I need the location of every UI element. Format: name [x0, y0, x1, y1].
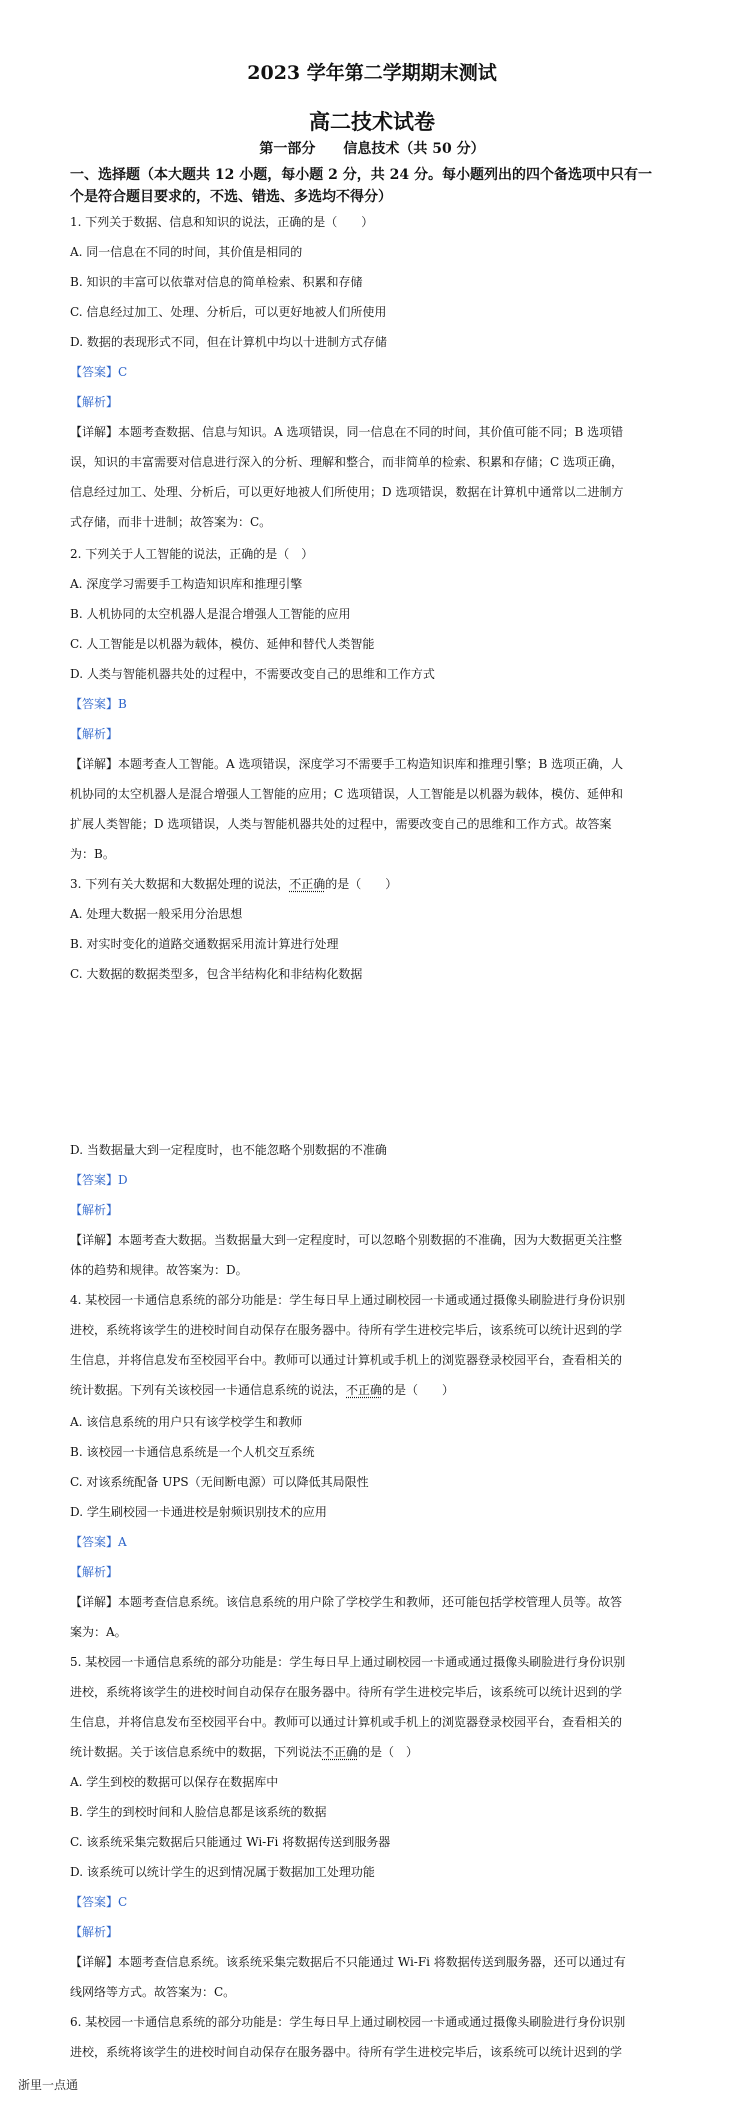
q5-stem-post: 的是（ ） — [358, 1745, 419, 1759]
q4-option-d: D. 学生刷校园一卡通进校是射频识别技术的应用 — [70, 1505, 327, 1519]
q3-stem-emphasis: 不正确 — [289, 877, 326, 891]
q1-detail-line-3: 信息经过加工、处理、分析后，可以更好地被人们所使用；D 选项错误，数据在计算机中通常以二进制方 — [70, 485, 624, 499]
q5-stem-line-3: 生信息，并将信息发布至校园平台中。教师可以通过计算机或手机上的浏览器登录校园平台，查看相关的 — [70, 1715, 623, 1729]
q4-analysis-label: 【解析】 — [70, 1565, 119, 1579]
q4-option-b: B. 该校园一卡通信息系统是一个人机交互系统 — [70, 1445, 315, 1459]
q1-option-a: A. 同一信息在不同的时间，其价值是相同的 — [70, 245, 303, 259]
section-part-title: 第一部分 信息技术（共 50 分） — [259, 141, 485, 157]
q2-stem: 2. 下列关于人工智能的说法，正确的是（ ） — [70, 547, 314, 561]
q3-answer: 【答案】D — [70, 1173, 128, 1187]
q2-option-c: C. 人工智能是以机器为载体，模仿、延伸和替代人类智能 — [70, 637, 375, 651]
q4-stem-emphasis: 不正确 — [346, 1383, 383, 1397]
section-heading — [70, 164, 690, 208]
q3-option-c: C. 大数据的数据类型多，包含半结构化和非结构化数据 — [70, 967, 363, 981]
q3-detail-line-2: 体的趋势和规律。故答案为：D。 — [70, 1263, 248, 1277]
q3-option-b: B. 对实时变化的道路交通数据采用流计算进行处理 — [70, 937, 339, 951]
q3-option-d: D. 当数据量大到一定程度时，也不能忽略个别数据的不准确 — [70, 1143, 387, 1157]
q1-detail-line-1: 【详解】本题考查数据、信息与知识。A 选项错误，同一信息在不同的时间，其价值可能不同；B 选项错 — [70, 425, 624, 439]
footer-source: 浙里一点通 — [18, 2078, 79, 2092]
q5-option-d: D. 该系统可以统计学生的迟到情况属于数据加工处理功能 — [70, 1865, 375, 1879]
q4-option-c: C. 对该系统配备 UPS（无间断电源）可以降低其局限性 — [70, 1475, 369, 1489]
q3-option-a: A. 处理大数据一般采用分治思想 — [70, 907, 243, 921]
q5-detail-line-2: 线网络等方式。故答案为：C。 — [70, 1985, 236, 1999]
q2-detail-line-4: 为：B。 — [70, 847, 115, 861]
q1-analysis-label: 【解析】 — [70, 395, 119, 409]
q5-stem-emphasis: 不正确 — [322, 1745, 359, 1759]
q5-analysis-label: 【解析】 — [70, 1925, 119, 1939]
q4-detail-line-1: 【详解】本题考查信息系统。该信息系统的用户除了学校学生和教师，还可能包括学校管理人员等。故答 — [70, 1595, 623, 1609]
q1-stem: 1. 下列关于数据、信息和知识的说法，正确的是（ ） — [70, 215, 374, 229]
q2-answer: 【答案】B — [70, 697, 127, 711]
q5-answer: 【答案】C — [70, 1895, 128, 1909]
q5-stem-pre: 统计数据。关于该信息系统中的数据，下列说法 — [70, 1745, 323, 1759]
q4-stem-line-4 — [70, 1382, 700, 1398]
q1-detail-line-4: 式存储，而非十进制；故答案为：C。 — [70, 515, 272, 529]
q5-option-a: A. 学生到校的数据可以保存在数据库中 — [70, 1775, 279, 1789]
q4-stem-pre: 统计数据。下列有关该校园一卡通信息系统的说法， — [70, 1383, 347, 1397]
q2-detail-line-2: 机协同的太空机器人是混合增强人工智能的应用；C 选项错误，人工智能是以机器为载体，模仿、延伸和 — [70, 787, 624, 801]
q3-stem-pre: 3. 下列有关大数据和大数据处理的说法， — [70, 877, 290, 891]
q5-detail-line-1: 【详解】本题考查信息系统。该系统采集完数据后不只能通过 Wi-Fi 将数据传送到服务器，还可以通过有 — [70, 1955, 626, 1969]
q5-stem-line-4 — [70, 1744, 700, 1760]
q2-detail-line-3: 扩展人类智能；D 选项错误，人类与智能机器共处的过程中，需要改变自己的思维和工作方式。故答案 — [70, 817, 612, 831]
q5-option-c: C. 该系统采集完数据后只能通过 Wi-Fi 将数据传送到服务器 — [70, 1835, 391, 1849]
q1-option-d: D. 数据的表现形式不同，但在计算机中均以十进制方式存储 — [70, 335, 387, 349]
q1-option-b: B. 知识的丰富可以依靠对信息的简单检索、积累和存储 — [70, 275, 363, 289]
q3-stem — [70, 876, 700, 892]
q4-stem-line-1: 4. 某校园一卡通信息系统的部分功能是：学生每日早上通过刷校园一卡通或通过摄像头刷脸进行身份识别 — [70, 1293, 626, 1307]
q2-option-d: D. 人类与智能机器共处的过程中，不需要改变自己的思维和工作方式 — [70, 667, 435, 681]
q5-option-b: B. 学生的到校时间和人脸信息都是该系统的数据 — [70, 1805, 327, 1819]
q2-option-b: B. 人机协同的太空机器人是混合增强人工智能的应用 — [70, 607, 351, 621]
q1-detail-line-2: 误，知识的丰富需要对信息进行深入的分析、理解和整合，而非简单的检索、积累和存储；C 选项正确， — [70, 455, 624, 469]
q3-analysis-label: 【解析】 — [70, 1203, 119, 1217]
q3-detail-line-1: 【详解】本题考查大数据。当数据量大到一定程度时，可以忽略个别数据的不准确，因为大数据更关注整 — [70, 1233, 623, 1247]
q2-analysis-label: 【解析】 — [70, 727, 119, 741]
q4-stem-line-3: 生信息，并将信息发布至校园平台中。教师可以通过计算机或手机上的浏览器登录校园平台，查看相关的 — [70, 1353, 623, 1367]
q5-stem-line-2: 进校，系统将该学生的进校时间自动保存在服务器中。待所有学生进校完毕后，该系统可以统计迟到的学 — [70, 1685, 623, 1699]
section-heading-line-1: 一、选择题（本大题共 12 小题，每小题 2 分，共 24 分。每小题列出的四个备选项中只有一 — [70, 167, 652, 183]
exam-subtitle: 高二技术试卷 — [309, 109, 435, 134]
q4-stem-post: 的是（ ） — [382, 1383, 455, 1397]
q2-option-a: A. 深度学习需要手工构造知识库和推理引擎 — [70, 577, 303, 591]
q2-detail-line-1: 【详解】本题考查人工智能。A 选项错误，深度学习不需要手工构造知识库和推理引擎；B 选项正确，人 — [70, 757, 624, 771]
q4-option-a: A. 该信息系统的用户只有该学校学生和教师 — [70, 1415, 303, 1429]
section-heading-line-2: 个是符合题目要求的，不选、错选、多选均不得分） — [70, 189, 392, 205]
q1-answer: 【答案】C — [70, 365, 128, 379]
q3-stem-post: 的是（ ） — [325, 877, 398, 891]
q5-stem-line-1: 5. 某校园一卡通信息系统的部分功能是：学生每日早上通过刷校园一卡通或通过摄像头刷脸进行身份识别 — [70, 1655, 626, 1669]
q4-detail-line-2: 案为：A。 — [70, 1625, 127, 1639]
exam-title: 2023 学年第二学期期末测试 — [247, 62, 497, 84]
q6-stem-line-2: 进校，系统将该学生的进校时间自动保存在服务器中。待所有学生进校完毕后，该系统可以统计迟到的学 — [70, 2045, 623, 2059]
q1-option-c: C. 信息经过加工、处理、分析后，可以更好地被人们所使用 — [70, 305, 387, 319]
q4-stem-line-2: 进校，系统将该学生的进校时间自动保存在服务器中。待所有学生进校完毕后，该系统可以统计迟到的学 — [70, 1323, 623, 1337]
q6-stem-line-1: 6. 某校园一卡通信息系统的部分功能是：学生每日早上通过刷校园一卡通或通过摄像头刷脸进行身份识别 — [70, 2015, 626, 2029]
q4-answer: 【答案】A — [70, 1535, 127, 1549]
